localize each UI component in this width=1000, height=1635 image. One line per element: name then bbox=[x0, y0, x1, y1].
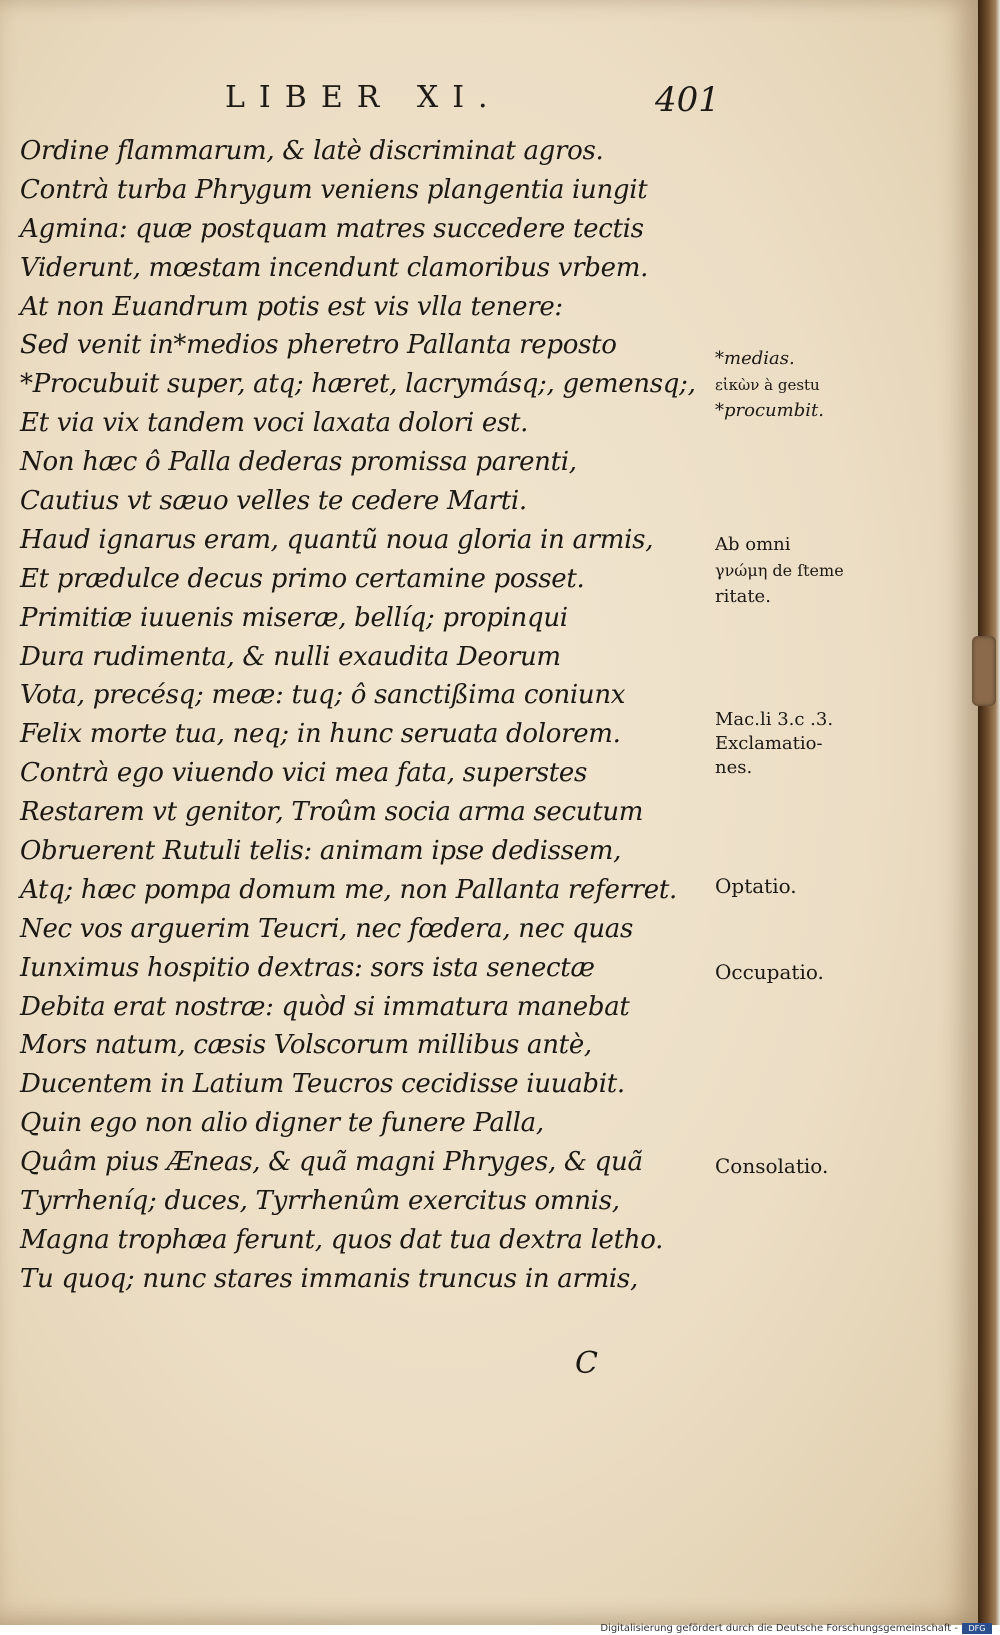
verse-line: Tu quoq; nunc stares immanis truncus in armis, bbox=[20, 1263, 638, 1294]
catchword: C bbox=[575, 1346, 598, 1381]
marginal-note-line: Exclamatio- bbox=[715, 733, 823, 754]
verse-line: Nec vos arguerim Teucri, nec fœdera, nec quas bbox=[20, 913, 634, 944]
marginal-note-occupatio: Occupatio. bbox=[715, 960, 824, 984]
verse-line: Ducentem in Latium Teucros cecidisse iuuabit. bbox=[20, 1069, 625, 1100]
verse-line: Agmina: quæ postquam matres succedere tectis bbox=[20, 213, 644, 244]
marginal-note-medias bbox=[715, 346, 895, 424]
verse-line: Contrà ego viuendo vici mea fata, superstes bbox=[20, 758, 588, 789]
verse-line: Restarem vt genitor, Troûm socia arma secutum bbox=[20, 797, 644, 828]
verse-line: Contrà turba Phrygum veniens plangentia iungit bbox=[20, 174, 648, 205]
verse-line: Quâm pius Æneas, & quã magni Phryges, & quã bbox=[20, 1147, 643, 1178]
verse-line: Non hæc ô Palla dederas promissa parenti, bbox=[20, 447, 577, 478]
verse-list bbox=[20, 132, 710, 1299]
verse-line: At non Euandrum potis est vis vlla tenere: bbox=[20, 291, 563, 322]
verse-line: Ordine flammarum, & latè discriminat agros. bbox=[20, 136, 604, 166]
verse-line: Quin ego non alio digner te funere Palla, bbox=[20, 1108, 544, 1139]
marginal-note-ab-omni bbox=[715, 532, 895, 610]
digitization-credit: Digitalisierung gefördert durch die Deutsche Forschungsgemeinschaft - bbox=[600, 1623, 958, 1634]
marginal-note-line: εἰκὼν à gestu bbox=[715, 376, 820, 394]
marginal-note-line: Mac.li 3.c .3. bbox=[715, 709, 834, 730]
verse-line: Tyrrheníq; duces, Tyrrhenûm exercitus omnis, bbox=[20, 1186, 620, 1217]
verse-line: Atq; hæc pompa domum me, non Pallanta referret. bbox=[20, 874, 678, 905]
verse-line: Mors natum, cæsis Volscorum millibus antè, bbox=[20, 1030, 592, 1061]
verse-line: Et prædulce decus primo certamine posset. bbox=[20, 563, 585, 594]
marginal-note-optatio: Optatio. bbox=[715, 874, 797, 898]
marginal-note-line: γνώμη de ſteme bbox=[715, 561, 844, 580]
verse-line: Obruerent Rutuli telis: animam ipse dedissem, bbox=[20, 836, 622, 867]
verse-line: Dura rudimenta, & nulli exaudita Deorum bbox=[20, 641, 561, 672]
verse-line: Felix morte tua, neq; in hunc seruata dolorem. bbox=[20, 719, 621, 750]
marginal-note-exclamationes bbox=[715, 708, 895, 780]
marginal-note-line: Ab omni bbox=[715, 534, 791, 555]
verse-line: Viderunt, mœstam incendunt clamoribus vrbem. bbox=[20, 252, 649, 283]
marginal-note-line: nes. bbox=[715, 757, 753, 778]
marginal-note-line: *medias. bbox=[715, 348, 795, 369]
verse-line: Vota, precésq; meæ: tuq; ô sanctißima coniunx bbox=[20, 680, 626, 711]
page-header bbox=[225, 80, 740, 120]
book-spine bbox=[978, 0, 1000, 1625]
running-title: LIBER XI. bbox=[225, 80, 502, 115]
verse-line: Cautius vt sæuo velles te cedere Marti. bbox=[20, 486, 527, 517]
marginal-note-line: *procumbit. bbox=[715, 400, 824, 421]
bookmark-tab bbox=[972, 636, 996, 706]
verse-line: Debita erat nostræ: quòd si immatura manebat bbox=[20, 991, 630, 1022]
marginal-note-line: ritate. bbox=[715, 586, 771, 607]
verse-line: Sed venit in*medios pheretro Pallanta reposto bbox=[20, 330, 617, 361]
verse-line: Haud ignarus eram, quantũ noua gloria in armis, bbox=[20, 524, 654, 555]
verse-line: Iunximus hospitio dextras: sors ista senectæ bbox=[20, 952, 595, 983]
page-number: 401 bbox=[655, 80, 720, 120]
verse-line: *Procubuit super, atq; hæret, lacrymásq;, gemensq;, bbox=[20, 369, 696, 400]
marginal-note-consolatio: Consolatio. bbox=[715, 1154, 829, 1178]
verse-line: Primitiæ iuuenis miseræ, bellíq; propinqui bbox=[20, 602, 568, 633]
verse-line: Et via vix tandem voci laxata dolori est. bbox=[20, 408, 529, 439]
verse-line: Magna trophæa ferunt, quos dat tua dextra letho. bbox=[20, 1224, 664, 1255]
dfg-logo: DFG bbox=[962, 1623, 992, 1634]
